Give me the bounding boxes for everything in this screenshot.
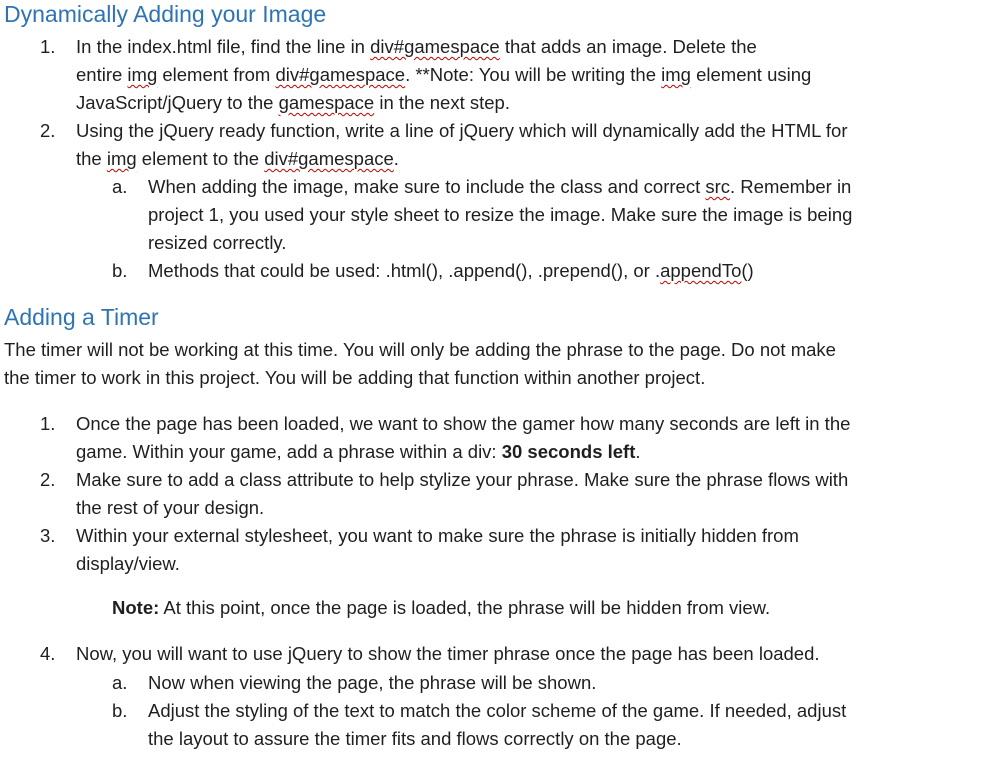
sublist-item-line: Adjust the styling of the text to match the color scheme of the game. If needed, adjust [148,700,847,721]
text-run: Using the jQuery ready function, write a line of jQuery which will dynamically add the HTML for [76,120,848,141]
text-run: img [661,64,691,85]
sublist-letter: a. [112,176,128,197]
section-heading-image: Dynamically Adding your Image [4,1,327,27]
section-heading-timer: Adding a Timer [4,304,159,330]
text-run: . [393,148,399,169]
text-run: . **Note: You will be writing the [405,64,662,85]
text-run: element using [690,64,812,85]
text-run: img [127,64,158,85]
sublist-letter: a. [112,672,128,693]
text-run: element from [157,64,276,85]
list-item-line [76,33,757,61]
sublist-item-line [148,173,851,201]
list-number: 1. [40,36,56,57]
list-item-line: Make sure to add a class attribute to help stylize your phrase. Make sure the phrase flows with [76,469,849,490]
text-run: in the next step. [374,92,510,113]
list-number: 2. [40,120,56,141]
text-run: src [705,176,731,197]
sublist-item-line: the layout to assure the timer fits and flows correctly on the page. [148,728,682,749]
sublist-letter: b. [112,700,128,721]
text-run: img [106,148,137,169]
text-run: gamespace [278,92,375,113]
sublist-item-line: Now when viewing the page, the phrase will be shown. [148,672,597,693]
list-item-line [76,89,510,117]
list-item-line [76,117,848,145]
intro-paragraph-line: the timer to work in this project. You will be adding that function within another project. [4,367,706,388]
list-number: 3. [40,525,56,546]
text-run: Methods that could be used: .html(), .append(), .prepend(), or . [148,260,661,281]
list-item-line [76,438,641,466]
list-number: 4. [40,643,56,664]
note-label: Note: [112,597,160,618]
text-run: . Remember in [730,176,852,197]
sublist-item-line: resized correctly. [148,232,287,253]
list-item-line: display/view. [76,553,180,574]
sublist-item-line: project 1, you used your style sheet to resize the image. Make sure the image is being [148,204,853,225]
text-run: () [741,260,754,281]
text-run: game. Within your game, add a phrase within a div: [76,441,502,462]
text-run: the [76,148,107,169]
list-item-line [76,61,811,89]
text-run: entire [76,64,128,85]
intro-paragraph-line: The timer will not be working at this time. You will only be adding the phrase to the page. Do not make [4,339,836,360]
text-run: When adding the image, make sure to include the class and correct [148,176,706,197]
list-item-line [76,145,399,173]
text-run: that adds an image. Delete the [499,36,757,57]
text-run: JavaScript/jQuery to the [76,92,279,113]
list-number: 2. [40,469,56,490]
list-item-line: Now, you will want to use jQuery to show the timer phrase once the page has been loaded. [76,643,820,664]
text-run: In the index.html file, find the line in [76,36,371,57]
text-run: . [635,441,641,462]
list-item-line: Within your external stylesheet, you want to make sure the phrase is initially hidden from [76,525,799,546]
list-item-line: the rest of your design. [76,497,265,518]
note-paragraph [112,594,770,622]
list-number: 1. [40,413,56,434]
list-item-line: Once the page has been loaded, we want to show the gamer how many seconds are left in the [76,413,851,434]
note-text: At this point, once the page is loaded, the phrase will be hidden from view. [159,597,771,618]
bold-phrase: 30 seconds left [501,441,636,462]
sublist-item-line [148,257,754,285]
text-run: appendTo [660,260,742,281]
text-run: div#gamespace [275,64,406,85]
text-run: div#gamespace [264,148,394,169]
sublist-letter: b. [112,260,128,281]
text-run: div#gamespace [370,36,500,57]
text-run: element to the [136,148,265,169]
